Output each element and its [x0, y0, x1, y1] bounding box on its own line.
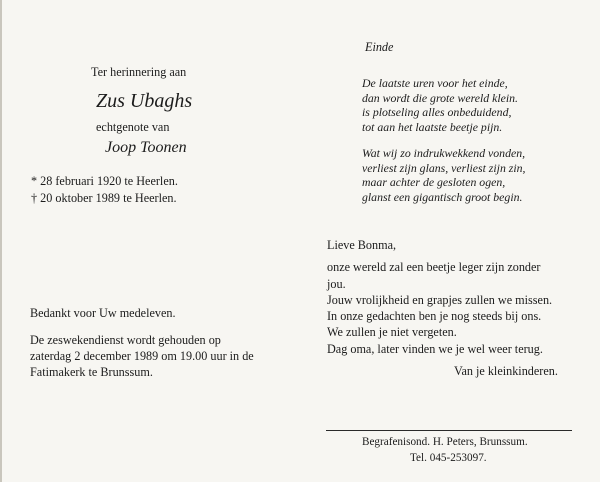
message-line: onze wereld zal een beetje leger zijn zonder: [327, 260, 541, 275]
message-line: We zullen je niet vergeten.: [327, 325, 457, 340]
message-line: In onze gedachten ben je nog steeds bij ons.: [327, 309, 542, 324]
service-line: De zeswekendienst wordt gehouden op: [30, 333, 221, 347]
poem-line: Wat wij zo indrukwekkend vonden,: [362, 146, 526, 160]
poem: [362, 76, 526, 204]
poem-line: De laatste uren voor het einde,: [362, 76, 508, 90]
intro-text: Ter herinnering aan: [91, 65, 187, 79]
birth-line: * 28 februari 1920 te Heerlen.: [31, 174, 178, 188]
poem-line: tot aan het laatste beetje pijn.: [362, 119, 503, 134]
message-line: Dag oma, later vinden we je wel weer terug.: [327, 341, 543, 356]
poem-line: verliest zijn glans, verliest zijn zin,: [362, 160, 526, 175]
spouse-name: Joop Toonen: [105, 139, 187, 156]
poem-line: glanst een gigantisch groot begin.: [362, 189, 523, 204]
service-line: Fatimakerk te Brunssum.: [30, 365, 153, 379]
signature: Van je kleinkinderen.: [454, 364, 558, 378]
poem-line: is plotseling alles onbeduidend,: [362, 105, 512, 119]
poem-line: dan wordt die grote wereld klein.: [362, 90, 518, 105]
thanks-text: Bedankt voor Uw medeleven.: [30, 306, 176, 320]
poem-title: Einde: [365, 40, 394, 54]
deceased-name: Zus Ubaghs: [96, 90, 193, 112]
relation-text: echtgenote van: [96, 120, 170, 134]
phone-number: Tel. 045-253097.: [410, 452, 487, 464]
service-line: zaterdag 2 december 1989 om 19.00 uur in de: [30, 349, 254, 363]
card-edge: [0, 0, 2, 482]
poem-stanza: [362, 76, 526, 134]
poem-stanza: [362, 146, 526, 204]
message-block: [327, 237, 552, 357]
footer-divider: [326, 430, 572, 431]
poem-line: maar achter de gesloten ogen,: [362, 175, 506, 189]
funeral-home: Begrafenisond. H. Peters, Brunssum.: [362, 436, 528, 448]
message-line: jou.: [327, 276, 346, 291]
greeting: Lieve Bonma,: [327, 238, 397, 252]
death-line: † 20 oktober 1989 te Heerlen.: [31, 191, 177, 205]
message-line: Jouw vrolijkheid en grapjes zullen we missen.: [327, 292, 553, 307]
